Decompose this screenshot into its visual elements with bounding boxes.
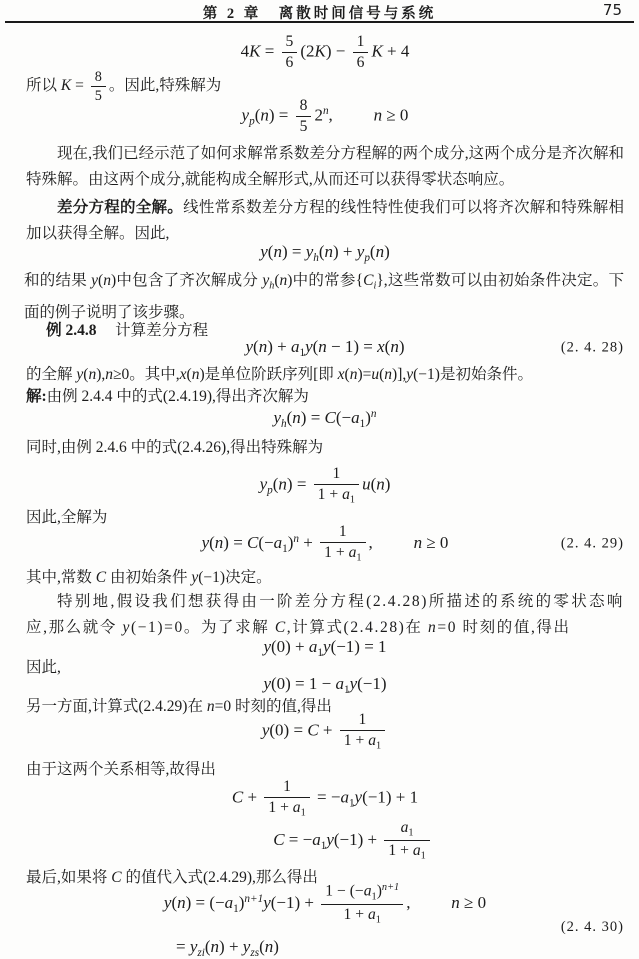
equation-total-solution: $y(n) = y_h(n) + y_p(n)$ [260,242,390,264]
equation-homogeneous: $y_h(n) = C(-a_1)^n$ [273,408,377,431]
equation-number-2-4-28: (2. 4. 28) [560,339,624,356]
equation-zi-zs: = $y_{zi}(n) + y_{zs}(n)$ [176,937,279,959]
equation-yp-particular: $y_p(n)$ = $\frac{8}{5}$ 2$^n$, n ≥ 0 [241,97,409,135]
equation-4k: 4K = $\frac{5}{6}$ (2K) − $\frac{1}{6}$ K + 4 [240,33,410,71]
page-header [5,0,634,23]
equation-2-4-30 [26,882,624,935]
total-solution-heading: 差分方程的全解。 [57,199,184,216]
example-label: 例 2.4.8 [46,322,97,339]
page-number: 75 [602,1,622,19]
equation-number-2-4-30: (2. 4. 30) [560,918,624,935]
paragraph-therefore: 因此, [26,659,61,676]
solution-label: 解: [26,388,47,405]
paragraph-particular-solution-intro: 所以 K = $\frac{8}{5}$ 。因此,特殊解为 [26,68,222,104]
equation-2-4-30-body: $y(n) = (-a_1)^{n+1}y(-1)$ + $\frac{1 - (-a_1)^{n+1}}{1 + a_1}$ , n ≥ 0 [163,882,487,926]
paragraph-constants: 和的结果 y(n)中包含了齐次解成分 $y_h(n)$中的常参$\{C_i\}$,这些常数可以由初始条件决定。下面的例子说明了该步骤。 [24,272,624,321]
solution-text: 由例 2.4.4 中的式(2.4.19),得出齐次解为 [46,388,309,405]
equation-2-4-28-body: $y(n) + a_1y(n - 1) = x(n)$ [245,337,405,359]
equation-2-4-29-body: $y(n) = C(-a_1)^n$ + $\frac{1}{1 + a_1}$ , n ≥ 0 [201,523,449,564]
equation-particular: $y_p(n)$ = $\frac{1}{1 + a_1}$ u(n) [259,465,391,506]
paragraph-total-solution [26,195,624,247]
total-solution-text: 线性常系数差分方程的线性特性使我们可以将齐次解和特殊解相加以获得全解。因此, [26,199,624,242]
chapter-title: 第 2 章 离散时间信号与系统 [202,6,437,22]
equation-y0-c: y(0) = C + $\frac{1}{1 + a_1}$ [26,711,624,752]
equation-2-4-29 [26,523,624,564]
paragraph-two-components: 现在,我们已经示范了如何求解常系数差分方程解的两个成分,这两个成分是齐次解和特殊解。由这两个成分,就能构成全解形式,从而还可以获得零状态响应。 [26,145,624,188]
paragraph-finally: 最后,如果将 C 的值代入式(2.4.29),那么得出 [26,869,318,886]
paragraph-other-hand: 另一方面,计算式(2.4.29)在 n=0 时刻的值,得出 [26,698,332,715]
example-title: 计算差分方程 [115,322,209,339]
paragraph-zero-state: 特别地,假设我们想获得由一阶差分方程(2.4.28)所描述的系统的零状态响应,那么就令 y(−1)=0。为了求解 C,计算式(2.4.28)在 n=0 时刻的值,得出 [26,593,624,636]
paragraph-therefore-total: 因此,全解为 [26,509,108,526]
equation-y0-sum: $y(0) + a_1y(-1) = 1$ [263,637,387,659]
equation-y0-value: $y(0) = 1 - a_1y(-1)$ [263,674,387,696]
paragraph-meanwhile: 同时,由例 2.4.6 中的式(2.4.26),得出特殊解为 [26,439,324,456]
equation-number-2-4-29: (2. 4. 29) [560,535,624,552]
paragraph-constant-c: 其中,常数 C 由初始条件 y(−1)决定。 [26,569,272,586]
paragraph-full-solution-given: 的全解 y(n),n≥0。其中,x(n)是单位阶跃序列[即 x(n)=u(n)],y(−1)是初始条件。 [26,366,533,383]
equation-c-relation-2: $C = -a_1y(-1)$ + $\frac{a_1}{1 + a_1}$ [54,819,639,863]
equation-c-relation-1: C + $\frac{1}{1 + a_1}$ = $-a_1y(-1) + 1$ [231,778,419,819]
paragraph-equal-relations: 由于这两个关系相等,故得出 [26,761,216,778]
equation-2-4-28 [26,336,624,361]
